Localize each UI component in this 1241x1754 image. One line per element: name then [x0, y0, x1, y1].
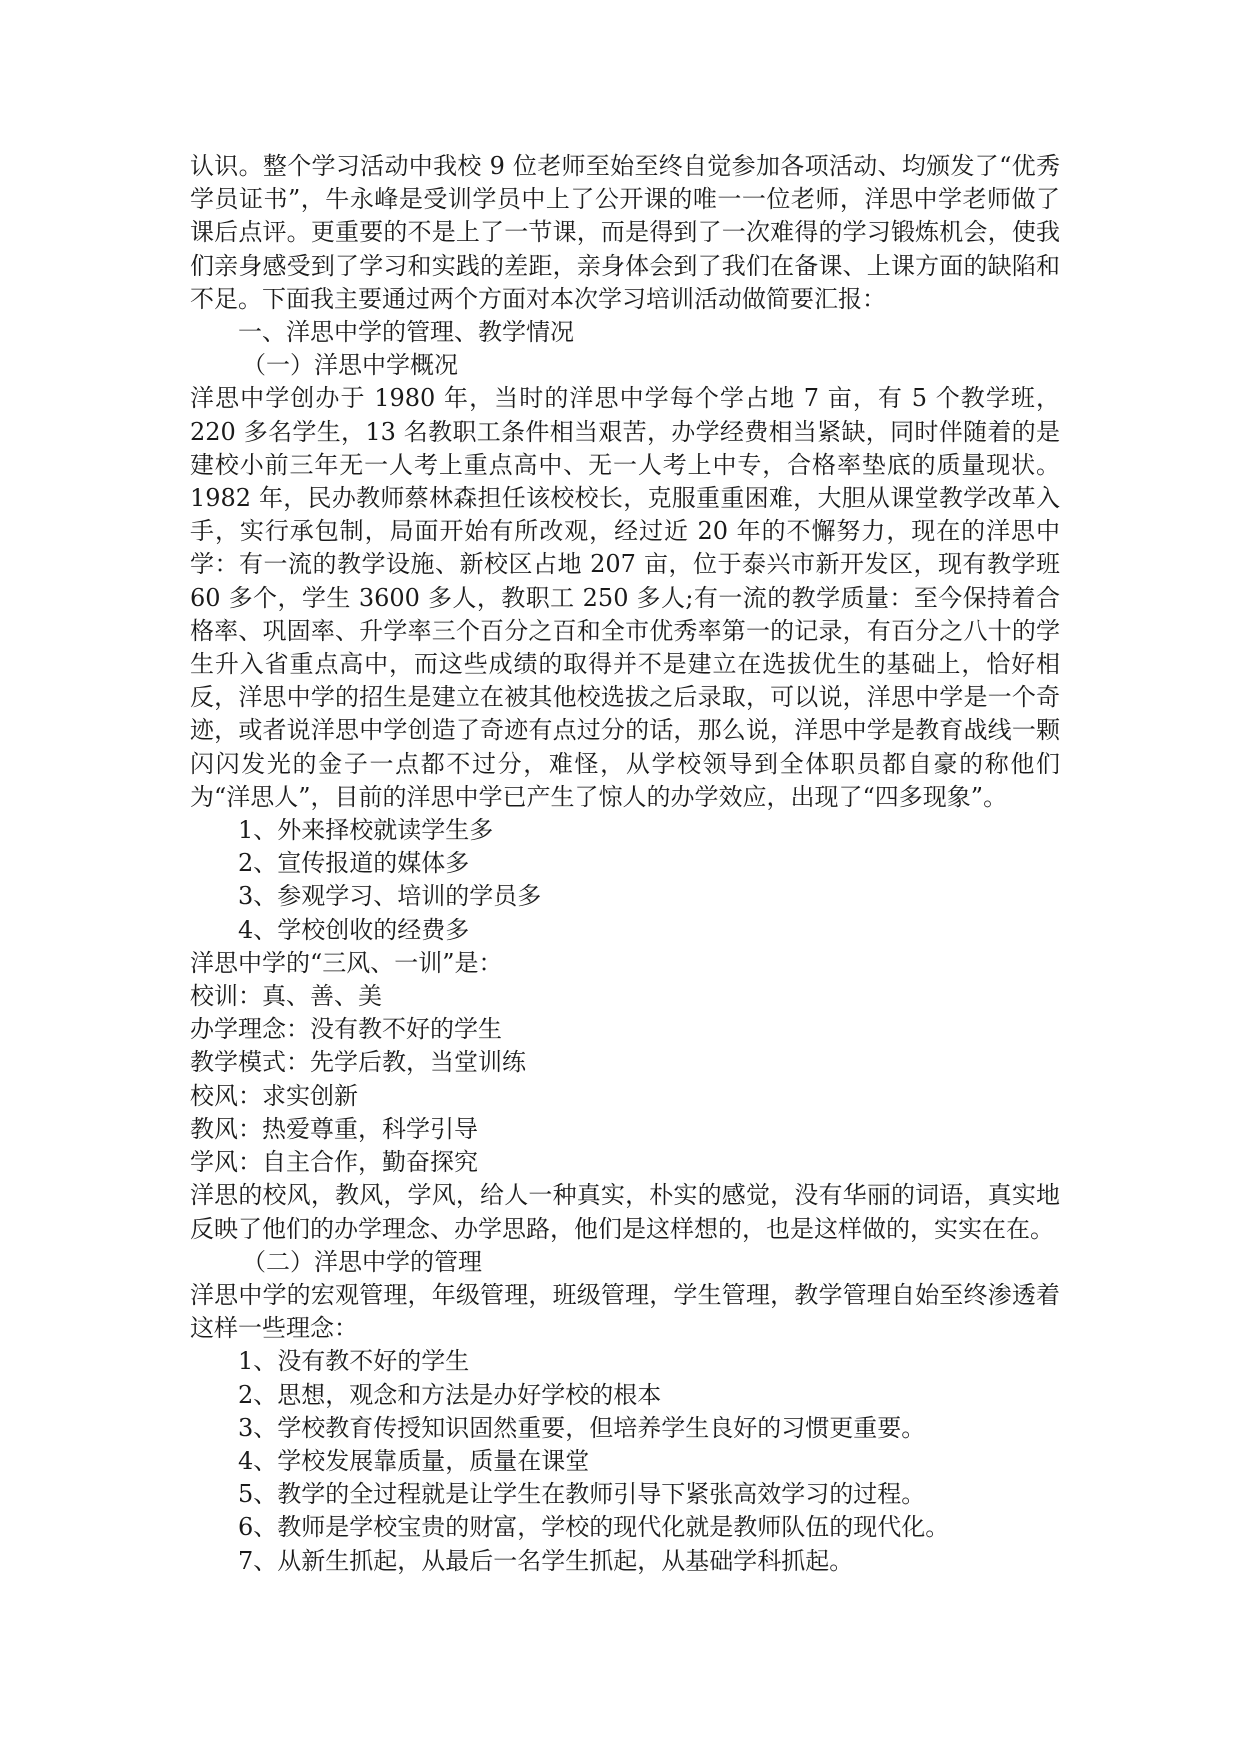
list-item: 2、宣传报道的媒体多 [238, 849, 470, 878]
management-paragraph: 洋思中学的宏观管理，年级管理，班级管理，学生管理，教学管理自始至终渗透着这样一些理念： [190, 1280, 1060, 1343]
list-item: 3、学校教育传授知识固然重要，但培养学生良好的习惯更重要。 [238, 1413, 926, 1442]
motto-intro: 洋思中学的“三风、一训”是： [190, 948, 503, 977]
list-item: 6、教师是学校宝贵的财富，学校的现代化就是教师队伍的现代化。 [238, 1513, 950, 1542]
list-item: 4、学校发展靠质量，质量在课堂 [238, 1446, 590, 1475]
subsection-heading-overview: （一）洋思中学概况 [242, 351, 458, 380]
style-paragraph: 洋思的校风，教风，学风，给人一种真实，朴实的感觉，没有华丽的词语，真实地反映了他们的办学理念、办学思路，他们是这样想的，也是这样做的，实实在在。 [190, 1181, 1060, 1243]
list-item: 5、教学的全过程就是让学生在教师引导下紧张高效学习的过程。 [238, 1480, 926, 1509]
list-item: 1、外来择校就读学生多 [238, 816, 494, 845]
list-item: 3、参观学习、培训的学员多 [238, 882, 542, 911]
list-item: 4、学校创收的经费多 [238, 915, 470, 944]
section-heading-1: 一、洋思中学的管理、教学情况 [238, 318, 574, 347]
subsection-heading-management: （二）洋思中学的管理 [242, 1247, 482, 1276]
list-item: 7、从新生抓起，从最后一名学生抓起，从基础学科抓起。 [238, 1546, 854, 1575]
list-item: 1、没有教不好的学生 [238, 1347, 470, 1376]
intro-paragraph: 认识。整个学习活动中我校 9 位老师至始至终自觉参加各项活动、均颁发了“优秀学员证书”，牛永峰是受训学员中上了公开课的唯一一位老师，洋思中学老师做了课后点评。更重要的不是上了一节课，而是得到了一次难得的学习锻炼机会，使我们亲身感受到了学习和实践的差距，亲身体会到了我们在备课、上课方面的缺陷和不足。下面我主要通过两个方面对本次学习培训活动做简要汇报： [190, 152, 1060, 313]
list-item: 2、思想，观念和方法是办好学校的根本 [238, 1380, 662, 1409]
motto-line: 学风：自主合作，勤奋探究 [190, 1148, 478, 1177]
motto-line: 办学理念：没有教不好的学生 [190, 1015, 502, 1044]
motto-line: 校风：求实创新 [190, 1081, 358, 1110]
motto-line: 教风：热爱尊重，科学引导 [190, 1114, 478, 1143]
document-body [190, 150, 1060, 1578]
motto-line: 校训：真、善、美 [190, 982, 382, 1011]
motto-line: 教学模式：先学后教，当堂训练 [190, 1048, 526, 1077]
overview-paragraph: 洋思中学创办于 1980 年，当时的洋思中学每个学占地 7 亩，有 5 个教学班，220 多名学生，13 名教职工条件相当艰苦，办学经费相当紧缺，同时伴随着的是建校小前三年无一人考上重点高中、无一人考上中专，合格率垫底的质量现状。1982 年，民办教师蔡林森担任该校校长，克服重重困难，大胆从课堂教学改革入手，实行承包制，局面开始有所改观，经过近 20 年的不懈努力，现在的洋思中学：有一流的教学设施、新校区占地 207 亩，位于泰兴市新开发区，现有教学班 60 多个，学生 3600 多人，教职工 250 多人;有一流的教学质量：至今保持着合格率、巩固率、升学率三个百分之百和全市优秀率第一的记录，有百分之八十的学生升入省重点高中，而这些成绩的取得并不是建立在选拔优生的基础上，恰好相反，洋思中学的招生是建立在被其他校选拔之后录取，可以说，洋思中学是一个奇迹，或者说洋思中学创造了奇迹有点过分的话，那么说，洋思中学是教育战线一颗闪闪发光的金子一点都不过分，难怪，从学校领导到全体职员都自豪的称他们为“洋思人”，目前的洋思中学已产生了惊人的办学效应，出现了“四多现象”。 [190, 384, 1060, 811]
